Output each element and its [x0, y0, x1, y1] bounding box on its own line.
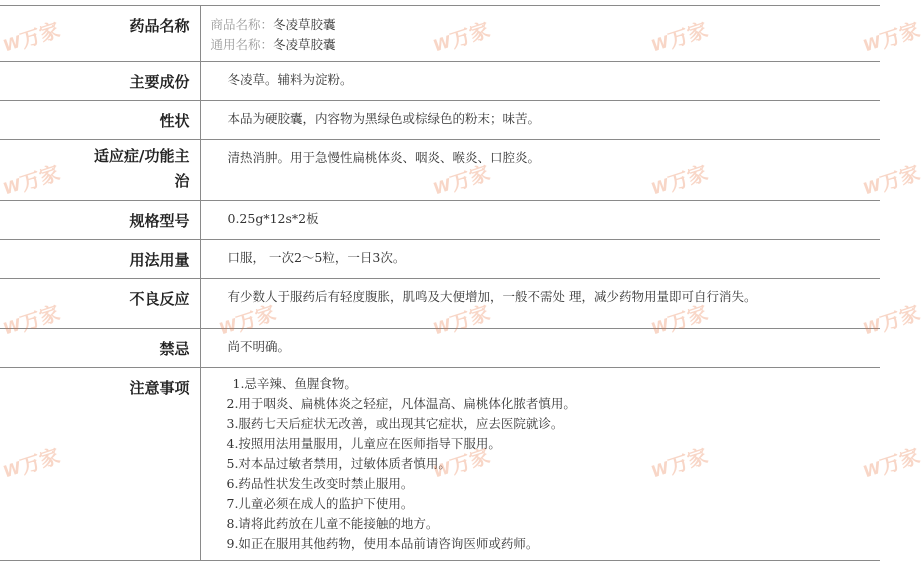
watermark-logo: W万家: [0, 440, 63, 486]
watermark-logo: W 万家: [647, 14, 711, 60]
label-drug-name: 药品名称: [0, 6, 200, 62]
row-adverse: [0, 279, 880, 329]
contraindications-value: 尚不明确。: [200, 329, 880, 368]
ingredients-value: 冬凌草。辅料为淀粉。: [200, 62, 880, 101]
indications-value: 清热消肿。用于急慢性扁桃体炎、咽炎、喉炎、口腔炎。: [200, 140, 880, 201]
watermark-logo: W 万家: [429, 14, 493, 60]
row-contraindications: [0, 329, 880, 368]
label-indications: [0, 140, 200, 201]
watermark-logo: W 万家: [647, 297, 711, 343]
precaution-item: 6.药品性状发生改变时禁止服用。: [226, 476, 414, 491]
row-precautions: [0, 368, 880, 561]
label-dosage: 用法用量: [0, 240, 200, 279]
precaution-item: 4.按照用法用量服用，儿童应在医师指导下服用。: [226, 436, 501, 451]
watermark-logo: W万家: [0, 297, 63, 343]
row-drug-name: [0, 6, 880, 62]
label-adverse: 不良反应: [0, 279, 200, 329]
watermark-logo: W 万家: [859, 440, 923, 486]
appearance-value: 本品为硬胶囊，内容物为黑绿色或棕绿色的粉末；味苦。: [200, 101, 880, 140]
generic-name: 冬凌草胶囊: [273, 37, 336, 52]
precautions-list: [200, 368, 880, 561]
row-ingredients: [0, 62, 880, 101]
watermark-logo: W万家: [0, 157, 63, 203]
watermark-logo: W 万家: [647, 157, 711, 203]
drug-name-value: [200, 6, 880, 62]
watermark-logo: W万家: [0, 14, 63, 60]
watermark-logo: W 万家: [859, 157, 923, 203]
label-contraindications: 禁忌: [0, 329, 200, 368]
trade-name: 冬凌草胶囊: [273, 17, 336, 32]
precaution-item: 8.请将此药放在儿童不能接触的地方。: [226, 516, 439, 531]
generic-name-prefix: 通用名称：: [210, 37, 274, 52]
spec-value: 0.25g*12s*2板: [200, 201, 880, 240]
generic-name-line: [211, 35, 873, 55]
adverse-value: [200, 279, 880, 329]
label-precautions: 注意事项: [0, 368, 200, 561]
precaution-item: 9.如正在服用其他药物，使用本品前请咨询医师或药师。: [226, 536, 539, 551]
watermark-logo: W 万家: [859, 14, 923, 60]
dosage-value: 口服， 一次2～5粒，一日3次。: [200, 240, 880, 279]
row-dosage: [0, 240, 880, 279]
drug-info-table: [0, 5, 880, 561]
row-indications: [0, 140, 880, 201]
label-spec: 规格型号: [0, 201, 200, 240]
row-appearance: [0, 101, 880, 140]
precaution-item: 7.儿童必须在成人的监护下使用。: [226, 496, 414, 511]
precaution-item: 1.忌辛辣、鱼腥食物。: [232, 376, 357, 391]
trade-name-line: [211, 15, 873, 35]
watermark-logo: W 万家: [429, 297, 493, 343]
watermark-logo: W 万家: [215, 297, 279, 343]
label-ingredients: 主要成份: [0, 62, 200, 101]
precaution-item: 2.用于咽炎、扁桃体炎之轻症，凡体温高、扁桃体化脓者慎用。: [226, 396, 576, 411]
row-spec: [0, 201, 880, 240]
precaution-item: 3.服药七天后症状无改善，或出现其它症状，应去医院就诊。: [226, 416, 564, 431]
label-indications-line2: 治: [174, 172, 190, 190]
label-indications-line1: 适应症/功能主: [94, 147, 190, 165]
label-appearance: 性状: [0, 101, 200, 140]
precaution-item: 5.对本品过敏者禁用，过敏体质者慎用。: [226, 456, 451, 471]
adverse-text: 有少数人于服药后有轻度腹胀，肌鸣及大便增加，一般不需处 理，减少药物用量即可自行消失。: [227, 289, 757, 304]
watermark-logo: W 万家: [429, 440, 493, 486]
watermark-logo: W 万家: [647, 440, 711, 486]
trade-name-prefix: 商品名称：: [210, 17, 274, 32]
watermark-logo: W 万家: [859, 297, 923, 343]
watermark-logo: W 万家: [429, 157, 493, 203]
